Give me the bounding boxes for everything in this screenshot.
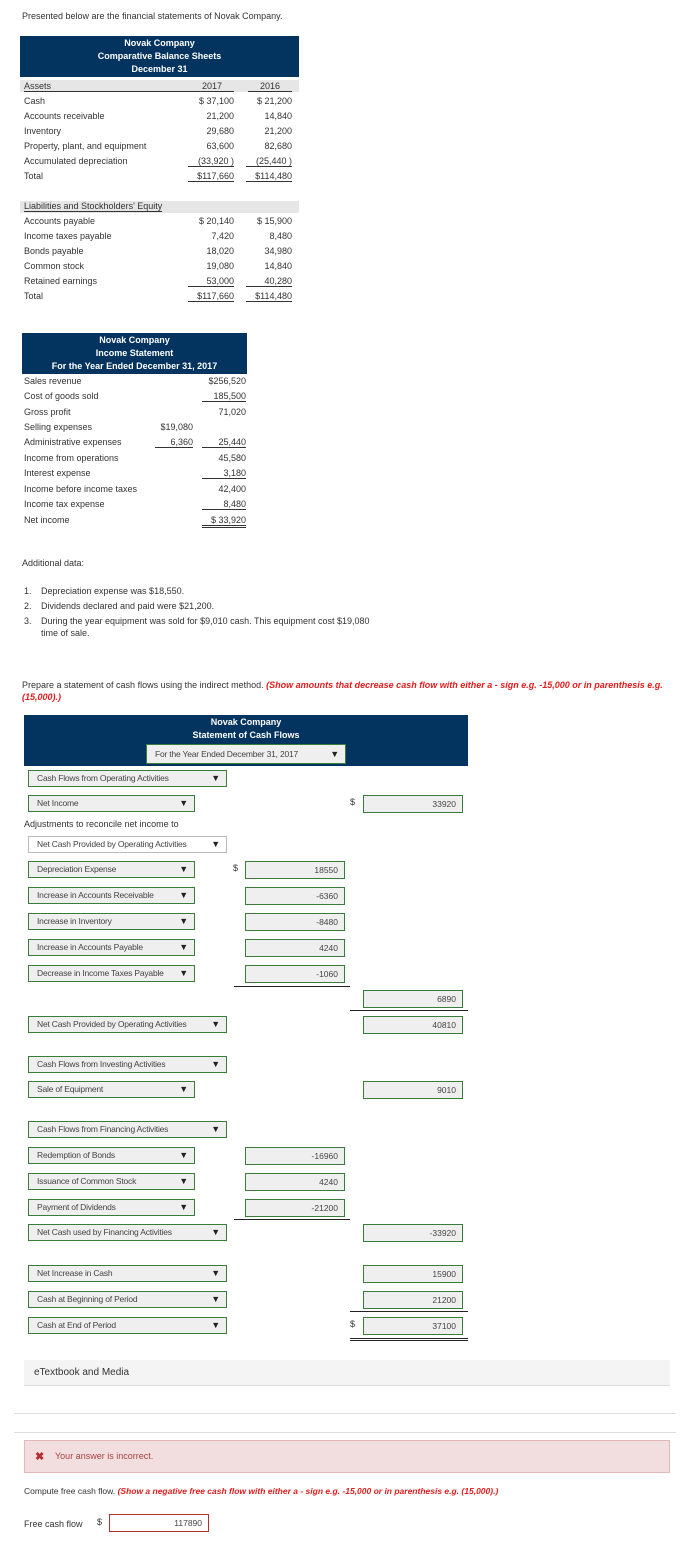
value-2016: 14,840 <box>264 111 292 121</box>
row-label: Administrative expenses <box>24 437 122 447</box>
dropdown-arrow-icon: ▼ <box>179 942 188 952</box>
value-2017: 53,000 <box>188 276 234 287</box>
dropdown-value: Increase in Accounts Receivable <box>37 890 154 900</box>
value-2016: 82,680 <box>264 141 292 151</box>
row-label: Accounts receivable <box>24 111 105 121</box>
period-value: For the Year Ended December 31, 2017 <box>155 749 299 759</box>
amount-input[interactable]: 21200 <box>363 1291 463 1309</box>
row-label: Income before income taxes <box>24 484 138 494</box>
divider <box>14 1432 676 1433</box>
dropdown-value: Increase in Accounts Payable <box>37 942 143 952</box>
amount-input[interactable]: 33920 <box>363 795 463 813</box>
row-label: Income from operations <box>24 453 119 463</box>
value-2017: $ 20,140 <box>198 216 234 226</box>
dropdown-value: Cash Flows from Investing Activities <box>37 1059 166 1069</box>
balance-sheet-header <box>20 36 299 77</box>
dollar-sign: $ <box>97 1517 103 1527</box>
line-item-dropdown[interactable] <box>28 795 195 812</box>
line-item-dropdown[interactable] <box>28 1016 227 1033</box>
dropdown-value: Sale of Equipment <box>37 1084 104 1094</box>
value-col2: $256,520 <box>208 376 246 386</box>
dropdown-arrow-icon: ▼ <box>211 1227 220 1237</box>
row-label: Accounts payable <box>24 216 96 226</box>
dropdown-value: Net Cash used by Financing Activities <box>37 1227 172 1237</box>
value-2017: $117,660 <box>188 171 234 182</box>
line-item-dropdown[interactable] <box>28 770 227 787</box>
row-label: Cash <box>24 96 46 106</box>
additional-item-cont: time of sale. <box>41 628 90 638</box>
line-item-dropdown[interactable] <box>28 887 195 904</box>
dropdown-arrow-icon: ▼ <box>211 839 220 849</box>
line-item-dropdown[interactable] <box>28 1199 195 1216</box>
value-2016: 34,980 <box>264 246 292 256</box>
amount-input[interactable]: 4240 <box>245 1173 345 1191</box>
etextbook-panel[interactable] <box>24 1360 670 1386</box>
value-2017: 7,420 <box>211 231 234 241</box>
free-cash-prompt <box>24 1486 498 1496</box>
additional-item: During the year equipment was sold for $9,010 cash. This equipment cost $19,080 <box>41 616 370 626</box>
instructions-hint: (Show amounts that decrease cash flow with either a - sign e.g. -15,000 or in parenthesis e.g. (15,000).) <box>22 680 663 702</box>
row-label: Sales revenue <box>24 376 82 386</box>
prompt-hint: (Show a negative free cash flow with either a - sign e.g. -15,000 or in parenthesis e.g. (15,000).) <box>117 1486 499 1496</box>
value-col2: 3,180 <box>202 468 246 479</box>
value-2017: (33,920 ) <box>188 156 234 167</box>
feedback-banner <box>24 1440 670 1473</box>
value-2017: 29,680 <box>206 126 234 136</box>
amount-input[interactable]: -8480 <box>245 913 345 931</box>
dropdown-value: Cash at Beginning of Period <box>37 1294 138 1304</box>
value-2016: 14,840 <box>264 261 292 271</box>
dollar-sign: $ <box>350 1319 356 1329</box>
line-item-dropdown[interactable] <box>28 1121 227 1138</box>
row-label: Net income <box>24 515 70 525</box>
line-item-dropdown[interactable] <box>28 1056 227 1073</box>
amount-input[interactable]: 9010 <box>363 1081 463 1099</box>
value-2016: $ 15,900 <box>256 216 292 226</box>
line-item-dropdown[interactable] <box>28 1173 195 1190</box>
amount-input[interactable]: 18550 <box>245 861 345 879</box>
company-name: Novak Company <box>124 38 195 48</box>
row-label: Property, plant, and equipment <box>24 141 147 151</box>
underline <box>350 1311 468 1312</box>
amount-input[interactable]: -1060 <box>245 965 345 983</box>
value-col2: 185,500 <box>202 391 246 402</box>
value-2017: $117,660 <box>188 291 234 302</box>
title-line: Novak Company <box>99 335 170 345</box>
list-number: 1. <box>24 586 32 596</box>
dropdown-value: Increase in Inventory <box>37 916 112 926</box>
dropdown-arrow-icon: ▼ <box>211 1268 220 1278</box>
value-col1: 6,360 <box>155 437 193 448</box>
row-label: Accumulated depreciation <box>24 156 128 166</box>
value-2016: 8,480 <box>269 231 292 241</box>
value-2016: 21,200 <box>264 126 292 136</box>
dropdown-value: Depreciation Expense <box>37 864 117 874</box>
dropdown-arrow-icon: ▼ <box>211 1019 220 1029</box>
free-cash-label: Free cash flow <box>24 1519 83 1529</box>
line-item-dropdown[interactable] <box>28 1265 227 1282</box>
dropdown-arrow-icon: ▼ <box>211 1124 220 1134</box>
dropdown-value: Net Cash Provided by Operating Activities <box>37 839 187 849</box>
dropdown-arrow-icon: ▼ <box>179 1176 188 1186</box>
dropdown-arrow-icon: ▼ <box>211 1059 220 1069</box>
value-2016: 40,280 <box>246 276 292 287</box>
double-underline <box>350 1338 468 1341</box>
dropdown-value: Payment of Dividends <box>37 1202 116 1212</box>
row-label: Total <box>24 171 44 181</box>
value-col2: 45,580 <box>218 453 246 463</box>
liabilities-header: Liabilities and Stockholders' Equity <box>24 201 163 211</box>
additional-item: Dividends declared and paid were $21,200. <box>41 601 215 611</box>
dropdown-value: Net Cash Provided by Operating Activities <box>37 1019 187 1029</box>
line-item-dropdown[interactable] <box>28 1081 195 1098</box>
value-col2: 42,400 <box>218 484 246 494</box>
row-label: Income tax expense <box>24 499 105 509</box>
additional-item: Depreciation expense was $18,550. <box>41 586 185 596</box>
amount-input[interactable]: -16960 <box>245 1147 345 1165</box>
list-number: 2. <box>24 601 32 611</box>
underline <box>234 986 350 987</box>
adjustments-text: Adjustments to reconcile net income to <box>24 819 179 829</box>
value-2017: $ 37,100 <box>198 96 234 106</box>
amount-input[interactable]: 37100 <box>363 1317 463 1335</box>
free-cash-flow-input[interactable]: 117890 <box>109 1514 209 1532</box>
title-line: For the Year Ended December 31, 2017 <box>51 361 218 371</box>
amount-input[interactable]: -21200 <box>245 1199 345 1217</box>
line-item-dropdown[interactable] <box>28 861 195 878</box>
dropdown-arrow-icon: ▼ <box>211 1294 220 1304</box>
prompt-text: Compute free cash flow. <box>24 1486 116 1496</box>
value-col2: 71,020 <box>218 407 246 417</box>
dollar-sign: $ <box>233 863 239 873</box>
value-col1: $19,080 <box>160 422 193 432</box>
row-label: Gross profit <box>24 407 71 417</box>
value-2017: 19,080 <box>206 261 234 271</box>
row-label: Income taxes payable <box>24 231 112 241</box>
dropdown-arrow-icon: ▼ <box>211 1320 220 1330</box>
dropdown-arrow-icon: ▼ <box>179 890 188 900</box>
value-2016: $114,480 <box>246 291 292 302</box>
dropdown-arrow-icon: ▼ <box>179 864 188 874</box>
additional-heading: Additional data: <box>22 558 85 568</box>
divider <box>14 1413 676 1414</box>
statement-title: Statement of Cash Flows <box>192 730 300 740</box>
row-label: Inventory <box>24 126 62 136</box>
value-col2: 25,440 <box>202 437 246 448</box>
period-dropdown[interactable] <box>146 744 346 764</box>
line-item-dropdown[interactable] <box>28 939 195 956</box>
company-name: Novak Company <box>210 717 282 727</box>
line-item-dropdown[interactable] <box>28 836 227 853</box>
feedback-text: Your answer is incorrect. <box>55 1451 154 1461</box>
dropdown-value: Net Income <box>37 798 79 808</box>
dropdown-arrow-icon: ▼ <box>179 1150 188 1160</box>
line-item-dropdown[interactable] <box>28 1291 227 1308</box>
line-item-dropdown[interactable] <box>28 965 195 982</box>
dropdown-arrow-icon: ▼ <box>330 749 339 759</box>
title-line: Income Statement <box>95 348 174 358</box>
dropdown-value: Cash at End of Period <box>37 1320 116 1330</box>
row-label: Selling expenses <box>24 422 93 432</box>
amount-input[interactable]: 4240 <box>245 939 345 957</box>
line-item-dropdown[interactable] <box>28 1224 227 1241</box>
dropdown-value: Net Increase in Cash <box>37 1268 113 1278</box>
dropdown-arrow-icon: ▼ <box>179 1084 188 1094</box>
line-item-dropdown[interactable] <box>28 1147 195 1164</box>
value-2017: 63,600 <box>206 141 234 151</box>
intro-text: Presented below are the financial statements of Novak Company. <box>22 11 283 21</box>
dropdown-value: Issuance of Common Stock <box>37 1176 137 1186</box>
value-col2: 8,480 <box>202 499 246 510</box>
etextbook-link[interactable]: eTextbook and Media <box>34 1367 130 1378</box>
dropdown-arrow-icon: ▼ <box>179 916 188 926</box>
dropdown-value: Cash Flows from Operating Activities <box>37 773 169 783</box>
row-label: Retained earnings <box>24 276 98 286</box>
amount-input[interactable]: 40810 <box>363 1016 463 1034</box>
amount-input[interactable]: -6360 <box>245 887 345 905</box>
dropdown-arrow-icon: ▼ <box>179 1202 188 1212</box>
dollar-sign: $ <box>350 797 356 807</box>
instructions-text: Prepare a statement of cash flows using the indirect method. <box>22 680 264 690</box>
col-2016: 2016 <box>248 81 292 92</box>
amount-input[interactable]: 15900 <box>363 1265 463 1283</box>
dropdown-value: Cash Flows from Financing Activities <box>37 1124 169 1134</box>
value-2017: 21,200 <box>206 111 234 121</box>
dropdown-arrow-icon: ▼ <box>211 773 220 783</box>
assets-header: Assets <box>24 81 199 92</box>
row-label: Cost of goods sold <box>24 391 99 401</box>
list-number: 3. <box>24 616 32 626</box>
income-statement-header <box>22 333 247 374</box>
row-label: Common stock <box>24 261 85 271</box>
value-2016: $ 21,200 <box>256 96 292 106</box>
dropdown-arrow-icon: ▼ <box>179 968 188 978</box>
value-2016: (25,440 ) <box>246 156 292 167</box>
amount-input[interactable]: 6890 <box>363 990 463 1008</box>
statement-title: Comparative Balance Sheets <box>97 51 222 61</box>
underline <box>234 1219 350 1220</box>
value-2017: 18,020 <box>206 246 234 256</box>
value-2016: $114,480 <box>246 171 292 182</box>
instructions <box>22 679 672 703</box>
dropdown-arrow-icon: ▼ <box>179 798 188 808</box>
line-item-dropdown[interactable] <box>28 1317 227 1334</box>
row-label: Bonds payable <box>24 246 84 256</box>
value-col2: $ 33,920 <box>202 515 246 528</box>
dropdown-value: Redemption of Bonds <box>37 1150 115 1160</box>
amount-input[interactable]: -33920 <box>363 1224 463 1242</box>
dropdown-value: Decrease in Income Taxes Payable <box>37 968 164 978</box>
row-label: Total <box>24 291 44 301</box>
row-label: Interest expense <box>24 468 91 478</box>
col-2017: 2017 <box>190 81 234 92</box>
underline <box>350 1010 468 1011</box>
x-icon: ✖ <box>35 1451 45 1463</box>
statement-date: December 31 <box>131 64 188 74</box>
line-item-dropdown[interactable] <box>28 913 195 930</box>
